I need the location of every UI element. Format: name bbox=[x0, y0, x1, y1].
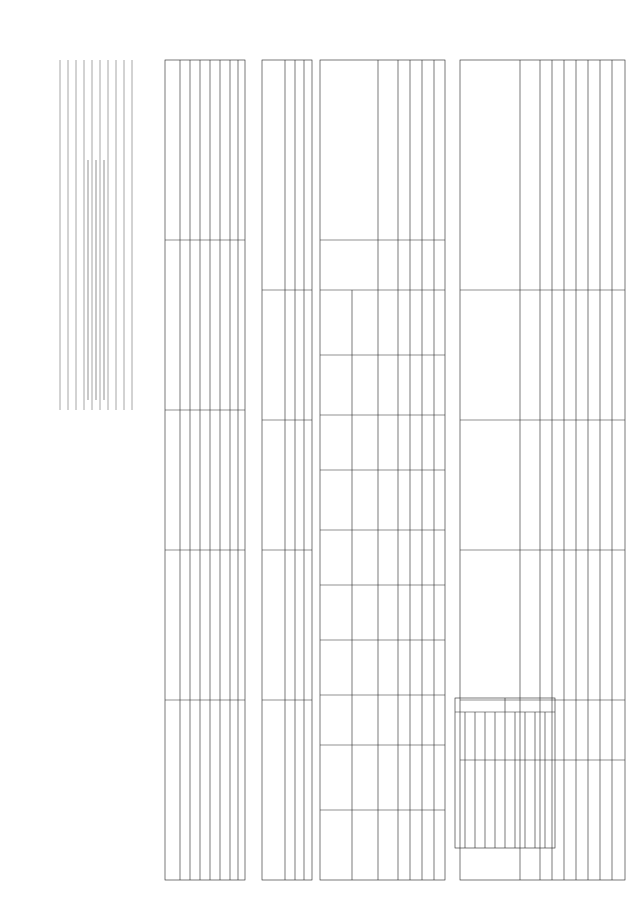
section-2-table bbox=[262, 60, 312, 880]
section-1-table bbox=[165, 60, 245, 880]
section-3-table bbox=[320, 60, 445, 880]
header-block bbox=[60, 60, 132, 410]
